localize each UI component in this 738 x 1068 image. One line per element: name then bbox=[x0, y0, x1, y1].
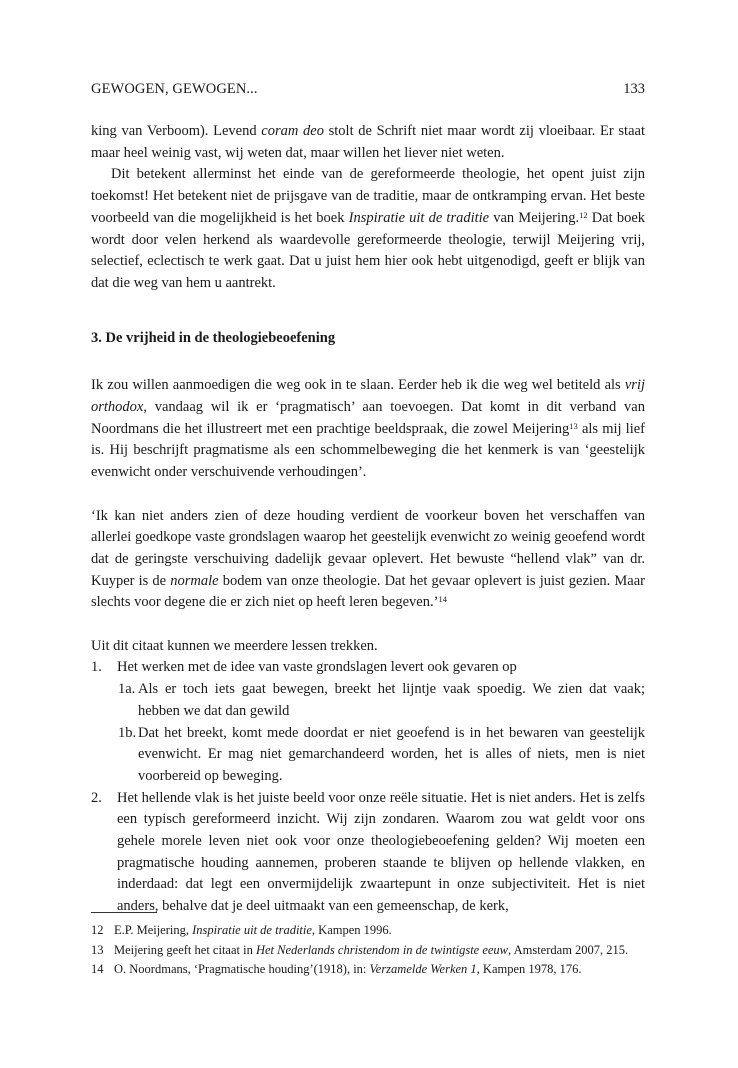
list-subitem bbox=[91, 723, 645, 788]
text-run: Ik zou willen aanmoedigen die weg ook in te slaan. Eerder heb ik die weg wel betiteld als bbox=[91, 377, 625, 394]
list-marker: 1a. bbox=[118, 681, 136, 698]
text-run: king van Verboom). Levend bbox=[91, 123, 262, 139]
text-run: van Meijering. bbox=[489, 209, 580, 226]
italic-run: Het Nederlands christendom in de twintigste eeuw bbox=[255, 942, 509, 957]
list-intro: Uit dit citaat kunnen we meerdere lessen trekken. bbox=[91, 637, 378, 654]
list-item-text: Dat het breekt, komt mede doordat er niet geoefend is in het bewaren van geestelijk evenwicht. Er mag niet gemarchandeerd worden, het is alles of niets, men is niet voorbereid op beweging. bbox=[138, 724, 645, 784]
list-item bbox=[91, 788, 645, 918]
footnote-number: 13 bbox=[91, 942, 104, 957]
paragraph-3 bbox=[91, 375, 645, 484]
text-run: E.P. Meijering, bbox=[114, 923, 193, 937]
body-text bbox=[91, 121, 645, 918]
footnotes bbox=[91, 921, 645, 980]
text-run: ‘Ik kan niet anders zien of deze houding verdient de voorkeur boven het verschaffen van allerlei goedkope vaste grondslagen waarop het geestelijk evenwicht zo weinig geoefend wordt dat de geringste verschuiving dadelijk gevaar oplevert. Het bewuste “hellend vlak” van dr. Kuyper is de bbox=[91, 507, 645, 589]
footnote-14 bbox=[91, 960, 645, 980]
paragraph-2 bbox=[91, 164, 645, 294]
footnote-number: 12 bbox=[91, 923, 104, 937]
footnote-number: 14 bbox=[91, 962, 104, 976]
text-run: stolt de Schrift niet maar wordt zij vloeibaar. Er staat maar heel weinig vast, wij weten dat, maar willen het liever niet weten. bbox=[91, 123, 645, 161]
text-run: Dat boek wordt door velen herkend als waardevolle gereformeerde theologie, terwijl Meijering vrij, selectief, eclectisch te werk gaat. Dat u juist hem hier ook hebt uitgenodigd, geeft er blijk van dat die weg van hem u aantrekt. bbox=[91, 209, 646, 291]
lessons-list bbox=[91, 657, 645, 917]
paragraph-1 bbox=[91, 121, 645, 164]
italic-run: Inspiratie uit de traditie bbox=[348, 209, 490, 226]
italic-run: normale bbox=[170, 572, 219, 589]
running-title: GEWOGEN, GEWOGEN... bbox=[91, 81, 258, 97]
italic-run: Verzamelde Werken 1, bbox=[369, 962, 480, 976]
page-number: 133 bbox=[623, 81, 645, 97]
footnote-rule bbox=[91, 912, 157, 913]
list-subitem bbox=[91, 679, 645, 722]
section-heading: 3. De vrijheid in de theologiebeoefening bbox=[91, 329, 336, 346]
footnote-12 bbox=[91, 921, 645, 941]
text-run: , Kampen 1996. bbox=[311, 923, 392, 937]
footnote-ref-12[interactable]: 12 bbox=[579, 209, 588, 220]
italic-run: Inspiratie uit de traditie bbox=[192, 923, 312, 937]
text-run: , Amsterdam 2007, 215. bbox=[508, 942, 629, 957]
text-run: Dit betekent allerminst het einde van de gereformeerde theologie, het opent juist zijn toekomst! Het betekent niet de prijsgave van de traditie, maar de ontkramping ervan. Het beste voorbeeld van die mogelijkheid is het boek bbox=[91, 166, 645, 226]
list-marker: 2. bbox=[91, 789, 102, 806]
italic-run: vrij orthodox bbox=[91, 377, 645, 416]
list-item-text: Als er toch iets gaat bewegen, breekt het lijntje vaak spoedig. We zien dat vaak; hebben we dat dan gewild bbox=[138, 681, 645, 719]
list-item bbox=[91, 657, 645, 679]
list-marker: 1b. bbox=[118, 724, 137, 741]
text-run: als mij lief is. Hij beschrijft pragmatisme als een schommelbeweging die het kenmerk is van ‘geestelijk evenwicht onder verschuivende verhoudingen’. bbox=[91, 420, 645, 481]
text-run: , vandaag wil ik er ‘pragmatisch’ aan toevoegen. Dat komt in dit verband van Noordmans die het illustreert met een prachtige beeldspraak, die zowel Meijering bbox=[91, 399, 645, 437]
footnote-ref-13[interactable]: 13 bbox=[569, 420, 578, 431]
text-run: Meijering geeft het citaat in bbox=[114, 942, 256, 957]
italic-run: coram deo bbox=[261, 123, 324, 139]
text-run: Kampen 1978, 176. bbox=[479, 962, 582, 976]
text-run: bodem van onze theologie. Dat het gevaar oplevert is juist gezien. Maar slechts voor degene die er zich niet op heeft leren begeven.’ bbox=[91, 572, 645, 611]
footnote-13 bbox=[91, 941, 645, 961]
list-item-text: Het werken met de idee van vaste grondslagen levert ook gevaren op bbox=[117, 659, 517, 676]
list-item-text: Het hellende vlak is het juiste beeld voor onze reële situatie. Het is niet anders. Het is zelfs een typisch gereformeerd inzicht. Wij zijn zondaren. Waarom zou wat geldt voor ons gehele morele leven niet ook voor onze theologiebeoefening gelden? Wij moeten een pragmatische houding aannemen, proberen staande te blijven op hellende vlakken, en inderdaad: dat legt een onvermijdelijk zwaartepunt in onze subjectiviteit. Het is niet anders, behalve dat je deel uitmaakt van een gemeenschap, de kerk, bbox=[117, 789, 645, 915]
list-marker: 1. bbox=[91, 659, 102, 676]
block-quote bbox=[91, 506, 645, 615]
footnote-ref-14[interactable]: 14 bbox=[438, 594, 447, 605]
text-run: O. Noordmans, ‘Pragmatische houding’(1918), in: bbox=[114, 962, 370, 976]
